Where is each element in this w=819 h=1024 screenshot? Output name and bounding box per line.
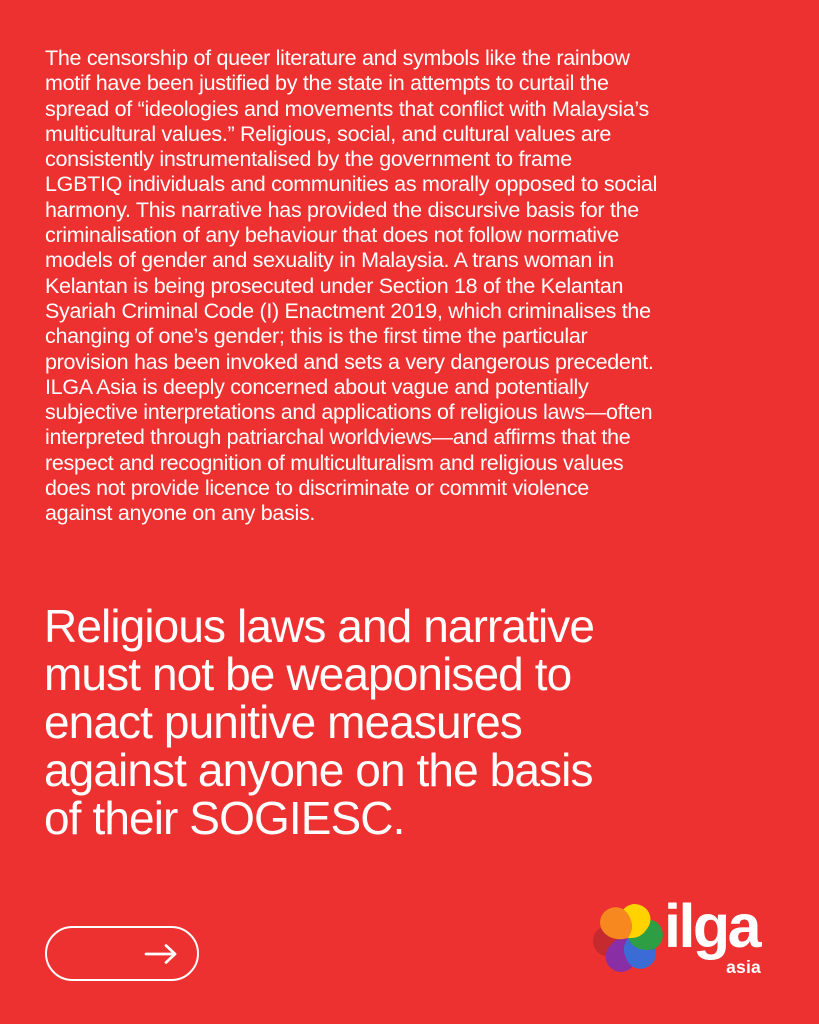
body-text-line: Kelantan is being prosecuted under Section 18 of the Kelantan (45, 273, 624, 298)
headline (44, 602, 594, 842)
body-text-line: respect and recognition of multiculturalism and religious values (45, 450, 624, 475)
body-text-line: against anyone on any basis. (45, 501, 316, 526)
headline-line: enact punitive measures (44, 696, 522, 748)
body-text-line: ILGA Asia is deeply concerned about vague and potentially (45, 374, 589, 399)
body-text-line: provision has been invoked and sets a very dangerous precedent. (45, 349, 654, 374)
body-text-line: The censorship of queer literature and symbols like the rainbow (45, 46, 630, 70)
logo-wordmark: ilga (664, 892, 760, 960)
body-text-line: models of gender and sexuality in Malaysia. A trans woman in (45, 248, 614, 273)
headline-line: against anyone on the basis (44, 744, 593, 796)
headline-line: Religious laws and narrative (44, 600, 595, 652)
body-text-line: spread of “ideologies and movements that conflict with Malaysia’s (45, 96, 649, 121)
body-paragraph (45, 46, 657, 527)
body-text-line: consistently instrumentalised by the government to frame (45, 147, 572, 172)
body-text-line: criminalisation of any behaviour that does not follow normative (45, 223, 619, 248)
body-text-line: multicultural values.” Religious, social, and cultural values are (45, 121, 612, 146)
body-text-line: subjective interpretations and applications of religious laws—often (45, 400, 653, 425)
next-button[interactable] (45, 926, 199, 981)
body-text-line: changing of one’s gender; this is the first time the particular (45, 324, 588, 349)
logo-subtext: asia (726, 957, 761, 977)
body-text-line: does not provide licence to discriminate or commit violence (45, 476, 589, 501)
body-text-line: motif have been justified by the state in attempts to curtail the (45, 71, 609, 96)
headline-line: of their SOGIESC. (44, 792, 405, 844)
body-text-line: LGBTIQ individuals and communities as morally opposed to social (45, 172, 658, 197)
flower-petals (593, 903, 663, 973)
body-text-line: Syariah Criminal Code (I) Enactment 2019, which criminalises the (45, 298, 651, 323)
pinwheel-flower-icon (593, 903, 663, 973)
body-text-line: interpreted through patriarchal worldviews—and affirms that the (45, 425, 631, 450)
arrow-right-icon (143, 942, 179, 966)
body-text-line: harmony. This narrative has provided the discursive basis for the (45, 197, 639, 222)
headline-line: must not be weaponised to (44, 648, 572, 700)
